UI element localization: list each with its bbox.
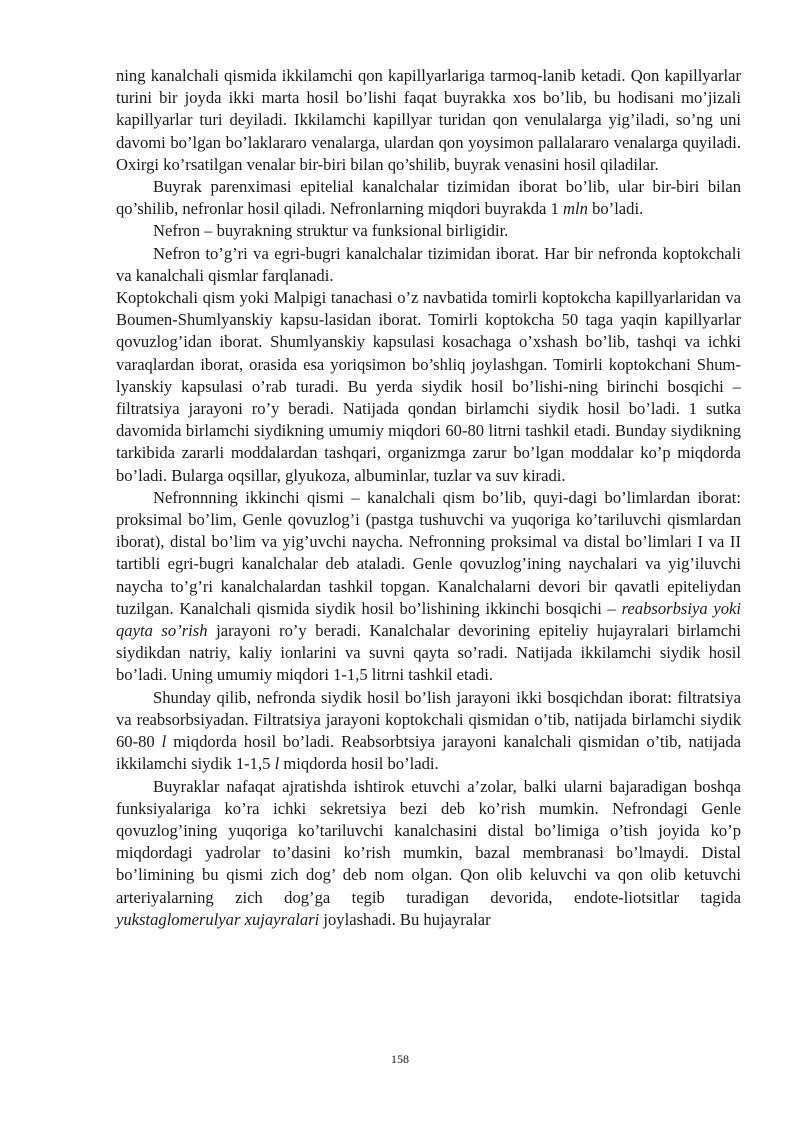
italic-unit: mln [563, 199, 588, 219]
paragraph-2 [116, 176, 741, 220]
paragraph-6 [116, 487, 741, 687]
paragraph-text: bo’ladi. [587, 199, 644, 219]
paragraph-text: miqdorda hosil bo’ladi. Reabsorbtsiya jarayoni kanalchali qismidan o’tib, natijada ikkilamchi siydik 1-1,5 [116, 732, 741, 774]
paragraph-7 [116, 687, 741, 776]
italic-term: yukstaglomerulyar xujayralari [116, 909, 320, 929]
document-body [116, 65, 741, 931]
italic-unit: l [274, 754, 280, 774]
paragraph-text: Buyrak parenximasi epitelial kanalchalar tizimidan iborat bo’lib, ular bir-biri bilan qo’shilib, nefronlar hosil qiladi. Nefronlarning miqdori buyrakda 1 [116, 177, 741, 219]
paragraph-5 [116, 287, 741, 487]
paragraph-4 [116, 243, 741, 287]
paragraph-8 [116, 776, 741, 931]
paragraph-text: jarayoni ro’y beradi. Kanalchalar devorining epiteliy hujayralari birlamchi siydikdan natriy, kaliy ionlarini va suvni qayta so’radi. Natijada ikkilamchi siydik hosil bo’ladi. Uning umumiy miqdori 1-1,5 litrni tashkil etadi. [116, 621, 741, 685]
paragraph-text: joylashadi. Bu hujayralar [319, 909, 491, 929]
paragraph-3 [116, 220, 741, 242]
paragraph-text: Buyraklar nafaqat ajratishda ishtirok etuvchi a’zolar, balki ularni bajaradigan boshqa funksiyalariga ko’ra ichki sekretsiya bezi deb ko’rish mumkin. Nefrondagi Genle qovuzlog’ining yuqoriga ko’tariluvchi kanalchasini distal bo’limiga o’tish joyida ko’p miqdordagi yadrolar to’dasini ko’rish mumkin, bazal membranasi bo’lmaydi. Distal bo’limining bu qismi zich dog’ deb nom olgan. Qon olib keluvchi va qon olib ketuvchi arteriyalarning zich dog’ga tegib turadigan devorida, endote-liotsitlar tagida [116, 776, 741, 907]
italic-unit: l [161, 732, 167, 752]
paragraph-text: miqdorda hosil bo’ladi. [279, 754, 439, 774]
italic-term: reabsorbsiya yoki qayta so’rish [116, 598, 742, 641]
paragraph-text: Nefron – buyrakning struktur va funksional birligidir. [153, 221, 509, 241]
paragraph-1 [116, 65, 741, 176]
paragraph-text: Shunday qilib, nefronda siydik hosil bo’lish jarayoni ikki bosqichdan iborat: filtratsiya va reabsorbsiyadan. Filtratsiya jarayoni koptokchali qismidan o’tib, natijada birlamchi siydik 60-80 [116, 687, 741, 752]
page-number: 158 [391, 1052, 409, 1066]
paragraph-text: Koptokchali qism yoki Malpigi tanachasi o’z navbatida tomirli koptokcha kapillyarlaridan va Boumen-Shumlyanskiy kapsu-lasidan iborat. Tomirli koptokcha 50 taga yaqin kapillyarlar qovuzlog’idan iborat. Shumlyanskiy kapsulasi kosachaga o’xshash bo’lib, tashqi va ichki varaqlardan iborat, orasida esa yoriqsimon bo’shliq joylashgan. Tomirli koptokchani Shum-lyanskiy kapsulasi o’rab turadi. Bu yerda siydik hosil bo’lishi-ning birinchi bosqichi – filtratsiya jarayoni ro’y beradi. Natijada qondan birlamchi siydik hosil bo’ladi. 1 sutka davomida birlamchi siydikning umumiy miqdori 60-80 litrni tashkil etadi. Bunday siydikning tarkibida zararli moddalardan tashqari, organizmga zarur bo’lgan moddalar ko’p miqdorda bo’ladi. Bularga oqsillar, glyukoza, albuminlar, tuzlar va suv kiradi. [116, 288, 741, 485]
paragraph-text: Nefron to’g’ri va egri-bugri kanalchalar tizimidan iborat. Har bir nefronda koptokchali va kanalchali qismlar farqlanadi. [116, 243, 741, 285]
paragraph-text: ning kanalchali qismida ikkilamchi qon kapillyarlariga tarmoq-lanib ketadi. Qon kapillyarlar turini bir joyda ikki marta hosil bo’lishi faqat buyrakka xos bo’lib, bu hodisani mo’jizali kapillyarlar turi deyiladi. Ikkilamchi kapillyar turidan qon venulalarga yig’iladi, so’ng uni davomi bo’lgan bo’laklararo venalarga, ulardan qon yoysimon pallalararo venalarga quyiladi. Oxirgi ko’rsatilgan venalar bir-biri bilan qo’shilib, buyrak venasini hosil qiladilar. [116, 66, 741, 174]
paragraph-text: Nefronnning ikkinchi qismi – kanalchali qism bo’lib, quyi-dagi bo’limlardan iborat: proksimal bo’lim, Genle qovuzlog’i (pastga tushuvchi va yuqoriga ko’tariluvchi qismlardan iborat), distal bo’lim va yig’uvchi naycha. Nefronning proksimal va distal bo’limlari I va II tartibli egri-bugri kanalchalar deb ataladi. Genle qovuzlog’ining naychalari va yig’iluvchi naycha to’g’ri kanalchalardan tashkil topgan. Kanalchalarni devori bir qavatli epiteliydan tuzilgan. Kanalchali qismida siydik hosil bo’lishining ikkinchi bosqichi – [116, 487, 741, 618]
